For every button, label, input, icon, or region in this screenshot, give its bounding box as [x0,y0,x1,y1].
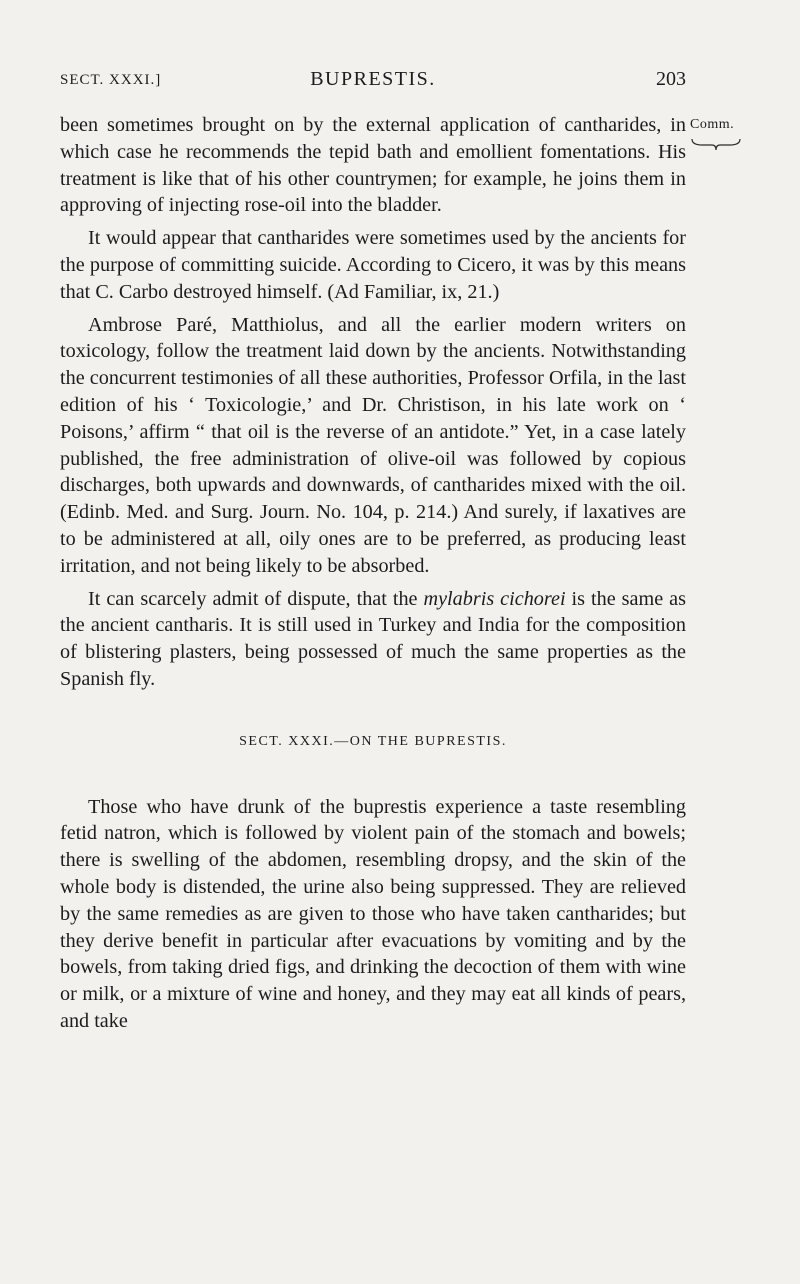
paragraph-3: Ambrose Paré, Matthiolus, and all the earlier modern writers on toxicology, follow the treatment laid down by the ancients. Notwithstanding the concurrent testimonies of all these authorities, Professor Orfila, in the last edition of his ‘ Toxicologie,’ and Dr. Christison, in his late work on ‘ Poisons,’ affirm “ that oil is the reverse of an antidote.” Yet, in a case lately published, the free administration of olive-oil was followed by copious discharges, both upwards and downwards, of cantharides mixed with the oil. (Edinb. Med. and Surg. Journ. No. 104, p. 214.) And surely, if laxatives are to be administered at all, oily ones are to be preferred, as producing least irritation, and not being likely to be absorbed. [60,313,686,577]
paragraph-4-italic: mylabris cichorei [423,587,566,610]
page-number: 203 [656,68,686,90]
section-paragraph: Those who have drunk of the buprestis experience a taste resembling fetid natron, which is followed by violent pain of the stomach and bowels; there is swelling of the abdomen, resembling dropsy, and the skin of the whole body is distended, the urine also being suppressed. They are relieved by the same remedies as are given to those who have taken cantharides; but they derive benefit in particular after evacuations by vomiting and by the bowels, from taking dried figs, and drinking the decoction of them with wine or milk, or a mixture of wine and honey, and they may eat all kinds of pears, and take [60,795,686,1032]
header-section: SECT. XXXI.] [60,72,162,88]
paragraph-1: been sometimes brought on by the external application of cantharides, in which case he recommends the tepid bath and emollient fomentations. His treatment is like that of his other countrymen; for example, he joins them in approving of injecting rose-oil into the bladder. [60,114,686,217]
margin-note: Comm. [690,117,735,132]
section-heading: SECT. XXXI.—ON THE BUPRESTIS. [239,733,507,749]
paragraph-4-start: It can scarcely admit of dispute, that the [88,587,424,610]
body-text [60,112,686,1041]
margin-brace-icon [690,137,742,151]
header-title: BUPRESTIS. [310,68,436,90]
paragraph-4 [60,586,686,693]
running-header [60,68,686,98]
paragraph-4-end: is the same as the ancient cantharis. It is still used in Turkey and India for the composition of blistering plasters, being possessed of much the same properties as the Spanish fly. [60,587,686,690]
paragraph-2: It would appear that cantharides were sometimes used by the ancients for the purpose of committing suicide. According to Cicero, it was by this means that C. Carbo destroyed himself. (Ad Familiar, ix, 21.) [60,227,686,303]
